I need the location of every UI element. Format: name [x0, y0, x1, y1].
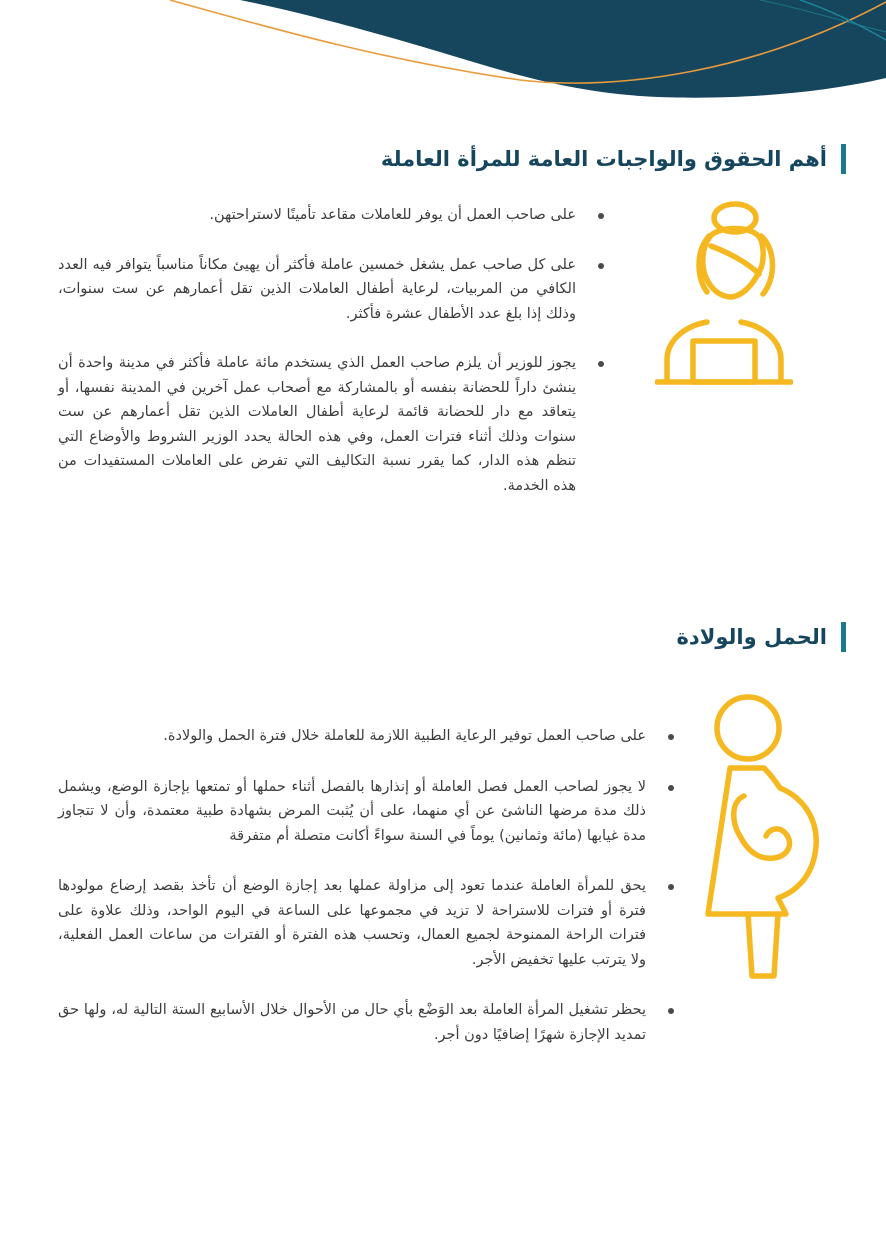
bullet-dot — [598, 361, 604, 367]
list-item: لا يجوز لصاحب العمل فصل العاملة أو إنذارها بالفصل أثناء حملها أو تمتعها بإجازة الوضع، ويشمل ذلك مدة مرضها الناشئ عن أي منهما، على أن يُثبت المرض بشهادة طبية معتمدة، وأن لا تتجاوز مدة غيابها (مائة وثمانين) يوماً في السنة سواءً أكانت متصلة أم متفرقة — [58, 775, 674, 849]
list-item: على صاحب العمل توفير الرعاية الطبية اللازمة للعاملة خلال فترة الحمل والولادة. — [58, 724, 674, 749]
list-item: يحق للمرأة العاملة عندما تعود إلى مزاولة عملها بعد إجازة الوضع أن تأخذ بقصد إرضاع مولودها فترة أو فترات للاستراحة لا تزيد في مجموعها على الساعة في اليوم الواحد، وذلك علاوة على فترات الراحة الممنوحة لجميع العمال، وتحسب هذه الفترة أو الفترات من ساعات العمل الفعلية، ولا يترتب عليها تخفيض الأجر. — [58, 874, 674, 972]
section-title-pregnancy — [677, 622, 846, 652]
pregnant-woman-icon — [700, 694, 824, 984]
rights-list — [58, 203, 604, 523]
pregnancy-list — [58, 724, 674, 1073]
bullet-dot — [668, 785, 674, 791]
section-title-rights-text: أهم الحقوق والواجبات العامة للمرأة العاملة — [380, 147, 827, 171]
woman-at-laptop-icon — [655, 200, 793, 388]
section-title-pregnancy-text: الحمل والولادة — [676, 625, 827, 649]
list-item: على صاحب العمل أن يوفر للعاملات مقاعد تأمينًا لاستراحتهن. — [58, 203, 604, 228]
list-item: على كل صاحب عمل يشغل خمسين عاملة فأكثر أن يهيئ مكاناً مناسباً يتوافر فيه العدد الكافي من المربيات، لرعاية أطفال العاملات الذين تقل أعمارهم عن ست سنوات، وذلك إذا بلغ عدد الأطفال عشرة فأكثر. — [58, 253, 604, 327]
bullet-dot — [668, 1008, 674, 1014]
title-accent-bar — [841, 144, 846, 174]
bullet-dot — [668, 884, 674, 890]
list-item: يحظر تشغيل المرأة العاملة بعد الوَضْع بأي حال من الأحوال خلال الأسابيع الستة التالية له، ولها حق تمديد الإجازة شهرًا إضافيًا دون أجر. — [58, 998, 674, 1047]
bullet-dot — [598, 213, 604, 219]
bullet-dot — [668, 734, 674, 740]
title-accent-bar — [841, 622, 846, 652]
bullet-dot — [598, 263, 604, 269]
section-title-rights — [381, 144, 846, 174]
header-wave-decoration — [0, 0, 886, 100]
list-item: يجوز للوزير أن يلزم صاحب العمل الذي يستخدم مائة عاملة فأكثر في مدينة واحدة أن ينشئ داراً للحضانة بنفسه أو بالمشاركة مع أصحاب عمل آخرين في المدينة نفسها، أو يتعاقد مع دار للحضانة قائمة لرعاية أطفال العاملات الذين تقل أعمارهم عن ست سنوات وذلك أثناء فترات العمل، وفي هذه الحالة يحدد الوزير الشروط والأوضاع التي تنظم هذه الدار، كما يقرر نسبة التكاليف التي تفرض على العاملات المستفيدات من هذه الخدمة. — [58, 351, 604, 498]
